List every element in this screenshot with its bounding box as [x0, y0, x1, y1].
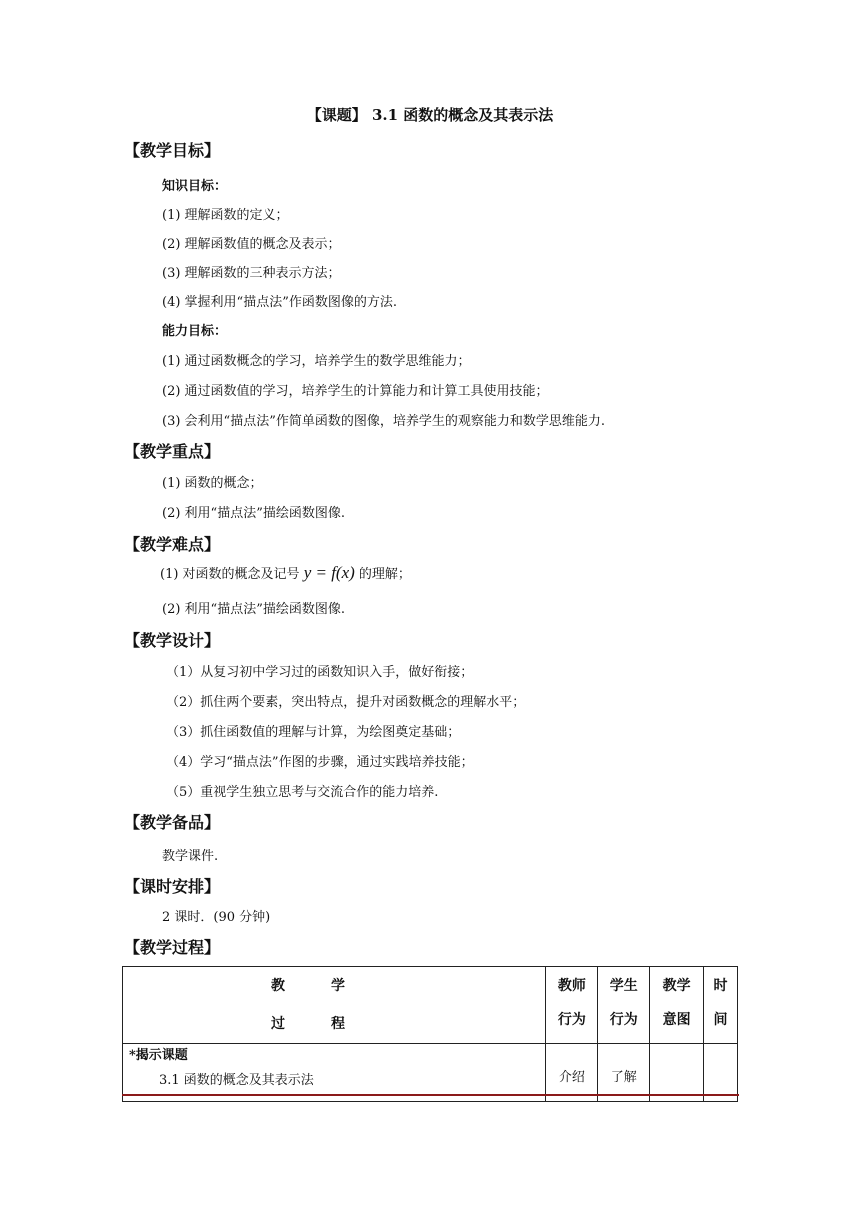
table-header-row — [123, 967, 738, 1044]
header-intent — [650, 967, 704, 1044]
design-item: （2）抓住两个要素，突出特点，提升对函数概念的理解水平； — [166, 695, 526, 710]
header-line: 学生 — [609, 978, 638, 994]
header-student — [598, 967, 650, 1044]
design-heading: 【教学设计】 — [124, 631, 221, 650]
page-title: 【课题】 3.1 函数的概念及其表示法 — [306, 106, 554, 124]
header-char: 学 — [331, 978, 345, 994]
header-char: 过 — [271, 1016, 285, 1032]
objectives-heading: 【教学目标】 — [124, 141, 221, 160]
row-teacher: 介绍 — [546, 1044, 598, 1102]
header-line: 间 — [713, 1012, 728, 1028]
header-line: 行为 — [557, 1012, 586, 1028]
schedule-text: 2 课时．(90 分钟) — [162, 910, 271, 925]
ability-item: (1) 通过函数概念的学习，培养学生的数学思维能力； — [162, 354, 471, 369]
row-time — [704, 1044, 738, 1102]
difficulty-item — [160, 563, 411, 583]
row-process — [123, 1044, 546, 1102]
header-time — [704, 967, 738, 1044]
schedule-heading: 【课时安排】 — [124, 877, 221, 896]
header-line: 行为 — [609, 1012, 638, 1028]
materials-text: 教学课件. — [162, 849, 219, 864]
key-point-item: (2) 利用“描点法”描绘函数图像. — [162, 506, 345, 521]
knowledge-item: (3) 理解函数的三种表示方法； — [162, 266, 341, 281]
header-char: 程 — [331, 1016, 345, 1032]
knowledge-heading: 知识目标： — [162, 179, 228, 194]
header-teacher — [546, 967, 598, 1044]
design-item: （4）学习“描点法”作图的步骤，通过实践培养技能； — [166, 755, 474, 770]
header-line: 教师 — [557, 978, 586, 994]
row-content: 3.1 函数的概念及其表示法 — [159, 1073, 314, 1088]
difficulty-item: (2) 利用“描点法”描绘函数图像. — [162, 602, 345, 617]
key-points-heading: 【教学重点】 — [124, 442, 221, 461]
table-row — [123, 1044, 738, 1102]
ability-item: (2) 通过函数值的学习，培养学生的计算能力和计算工具使用技能； — [162, 384, 549, 399]
design-item: （3）抓住函数值的理解与计算，为绘图奠定基础； — [166, 725, 461, 740]
row-student: 了解 — [598, 1044, 650, 1102]
key-point-item: (1) 函数的概念； — [162, 476, 263, 491]
header-line: 教学 — [662, 978, 691, 994]
header-line: 时 — [713, 978, 728, 994]
knowledge-item: (2) 理解函数值的概念及表示； — [162, 237, 341, 252]
design-item: （5）重视学生独立思考与交流合作的能力培养. — [166, 785, 439, 800]
function-notation: y = f(x) — [303, 563, 355, 582]
row-intent — [650, 1044, 704, 1102]
header-process — [123, 967, 546, 1044]
ability-item: (3) 会利用“描点法”作简单函数的图像，培养学生的观察能力和数学思维能力. — [162, 414, 605, 429]
difficulty-suffix: 的理解； — [354, 567, 411, 582]
process-table — [122, 966, 738, 1102]
header-line: 意图 — [662, 1012, 691, 1028]
ability-heading: 能力目标： — [162, 324, 228, 339]
materials-heading: 【教学备品】 — [124, 813, 221, 832]
design-item: （1）从复习初中学习过的函数知识入手，做好衔接； — [166, 665, 474, 680]
knowledge-item: (4) 掌握利用“描点法”作函数图像的方法. — [162, 295, 397, 310]
header-char: 教 — [271, 978, 285, 994]
process-heading: 【教学过程】 — [124, 938, 221, 957]
difficulty-prefix: (1) 对函数的概念及记号 — [160, 567, 304, 582]
knowledge-item: (1) 理解函数的定义； — [162, 208, 289, 223]
difficulties-heading: 【教学难点】 — [124, 535, 221, 554]
row-label: *揭示课题 — [129, 1048, 188, 1063]
page-break-line — [122, 1094, 739, 1096]
